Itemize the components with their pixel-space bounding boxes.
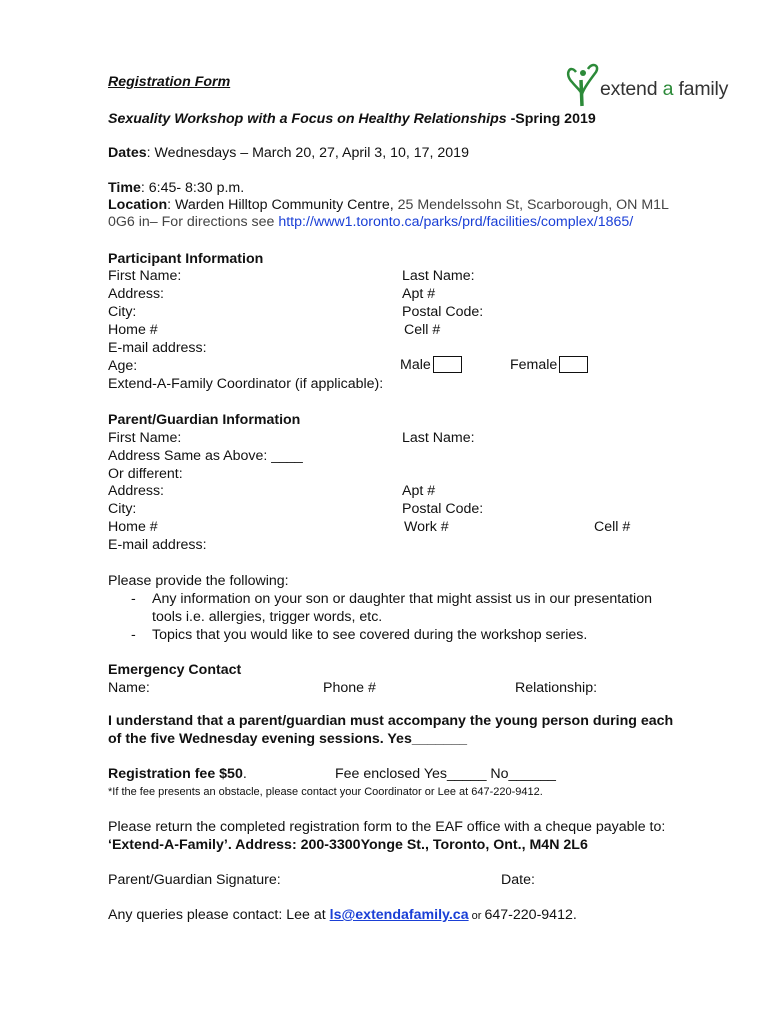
guardian-home: Home # [108,519,158,535]
guardian-apt: Apt # [402,483,436,499]
time-line: Time: 6:45- 8:30 p.m. [108,180,245,196]
emergency-relationship: Relationship: [515,680,598,696]
guardian-postal: Postal Code: [402,501,484,517]
workshop-title-line [108,111,596,128]
workshop-title: Sexuality Workshop with a Focus on Healthy Relationships [108,111,507,127]
provide-bullet-2: - [131,627,136,643]
provide-item-1-cont: tools i.e. allergies, trigger words, etc. [152,609,383,625]
participant-last-name: Last Name: [402,268,475,284]
participant-postal: Postal Code: [402,304,484,320]
participant-apt: Apt # [402,286,436,302]
signature-label: Parent/Guardian Signature: [108,872,281,888]
male-option: Male [400,356,462,374]
return-line-1: Please return the completed registration form to the EAF office with a cheque payable to: [108,819,666,835]
participant-cell: Cell # [404,322,441,338]
extend-a-family-logo [566,60,729,110]
guardian-cell: Cell # [594,519,631,535]
guardian-last-name: Last Name: [402,430,475,446]
contact-line: Any queries please contact: Lee at ls@extendafamily.ca or 647-220-9412. [108,907,577,923]
emergency-phone: Phone # [323,680,376,696]
location-line: Location: Warden Hilltop Community Centre, 25 Mendelssohn St, Scarborough, ON M1L [108,197,669,213]
participant-address: Address: [108,286,164,302]
guardian-address: Address: [108,483,164,499]
participant-email: E-mail address: [108,340,207,356]
female-checkbox[interactable] [559,356,588,373]
consent-line-1: I understand that a parent/guardian must accompany the young person during each [108,713,674,729]
directions-link[interactable]: http://www1.toronto.ca/parks/prd/facilities/complex/1865/ [278,214,634,230]
participant-first-name: First Name: [108,268,182,284]
dates-line: Dates: Wednesdays – March 20, 27, April 3, 10, 17, 2019 [108,145,469,161]
location-line-2: 0G6 in– For directions see http://www1.toronto.ca/parks/prd/facilities/complex/1865/ [108,214,634,230]
form-title: Registration Form [108,74,231,90]
provide-intro: Please provide the following: [108,573,289,589]
guardian-or-different: Or different: [108,466,183,482]
registration-fee: Registration fee $50 [108,766,243,782]
female-option: Female [510,356,588,374]
fee-line: Registration fee $50. [108,766,247,782]
contact-email-link[interactable]: ls@extendafamily.ca [329,907,469,923]
return-line-2: ‘Extend-A-Family’. Address: 200-3300Yonge St., Toronto, Ont., M4N 2L6 [108,837,588,853]
signature-date: Date: [501,872,535,888]
participant-heading: Participant Information [108,251,264,267]
guardian-email: E-mail address: [108,537,207,553]
guardian-heading: Parent/Guardian Information [108,412,301,428]
provide-bullet-1: - [131,591,136,607]
logo-wordmark: extend a family [600,78,729,100]
guardian-city: City: [108,501,137,517]
participant-home: Home # [108,322,158,338]
male-checkbox[interactable] [433,356,462,373]
participant-age: Age: [108,358,138,374]
participant-city: City: [108,304,137,320]
guardian-same-address: Address Same as Above: ____ [108,448,303,464]
guardian-first-name: First Name: [108,430,182,446]
participant-coordinator: Extend-A-Family Coordinator (if applicable): [108,376,384,392]
provide-item-1: Any information on your son or daughter that might assist us in our presentation [152,591,652,607]
emergency-name: Name: [108,680,150,696]
guardian-work: Work # [404,519,449,535]
emergency-heading: Emergency Contact [108,662,242,678]
provide-item-2: Topics that you would like to see covered during the workshop series. [152,627,588,643]
workshop-season: -Spring 2019 [506,111,596,127]
fee-note: *If the fee presents an obstacle, please contact your Coordinator or Lee at 647-220-9412. [108,786,543,798]
fee-enclosed: Fee enclosed Yes_____ No______ [335,766,556,782]
consent-line-2: of the five Wednesday evening sessions. Yes_______ [108,731,468,747]
